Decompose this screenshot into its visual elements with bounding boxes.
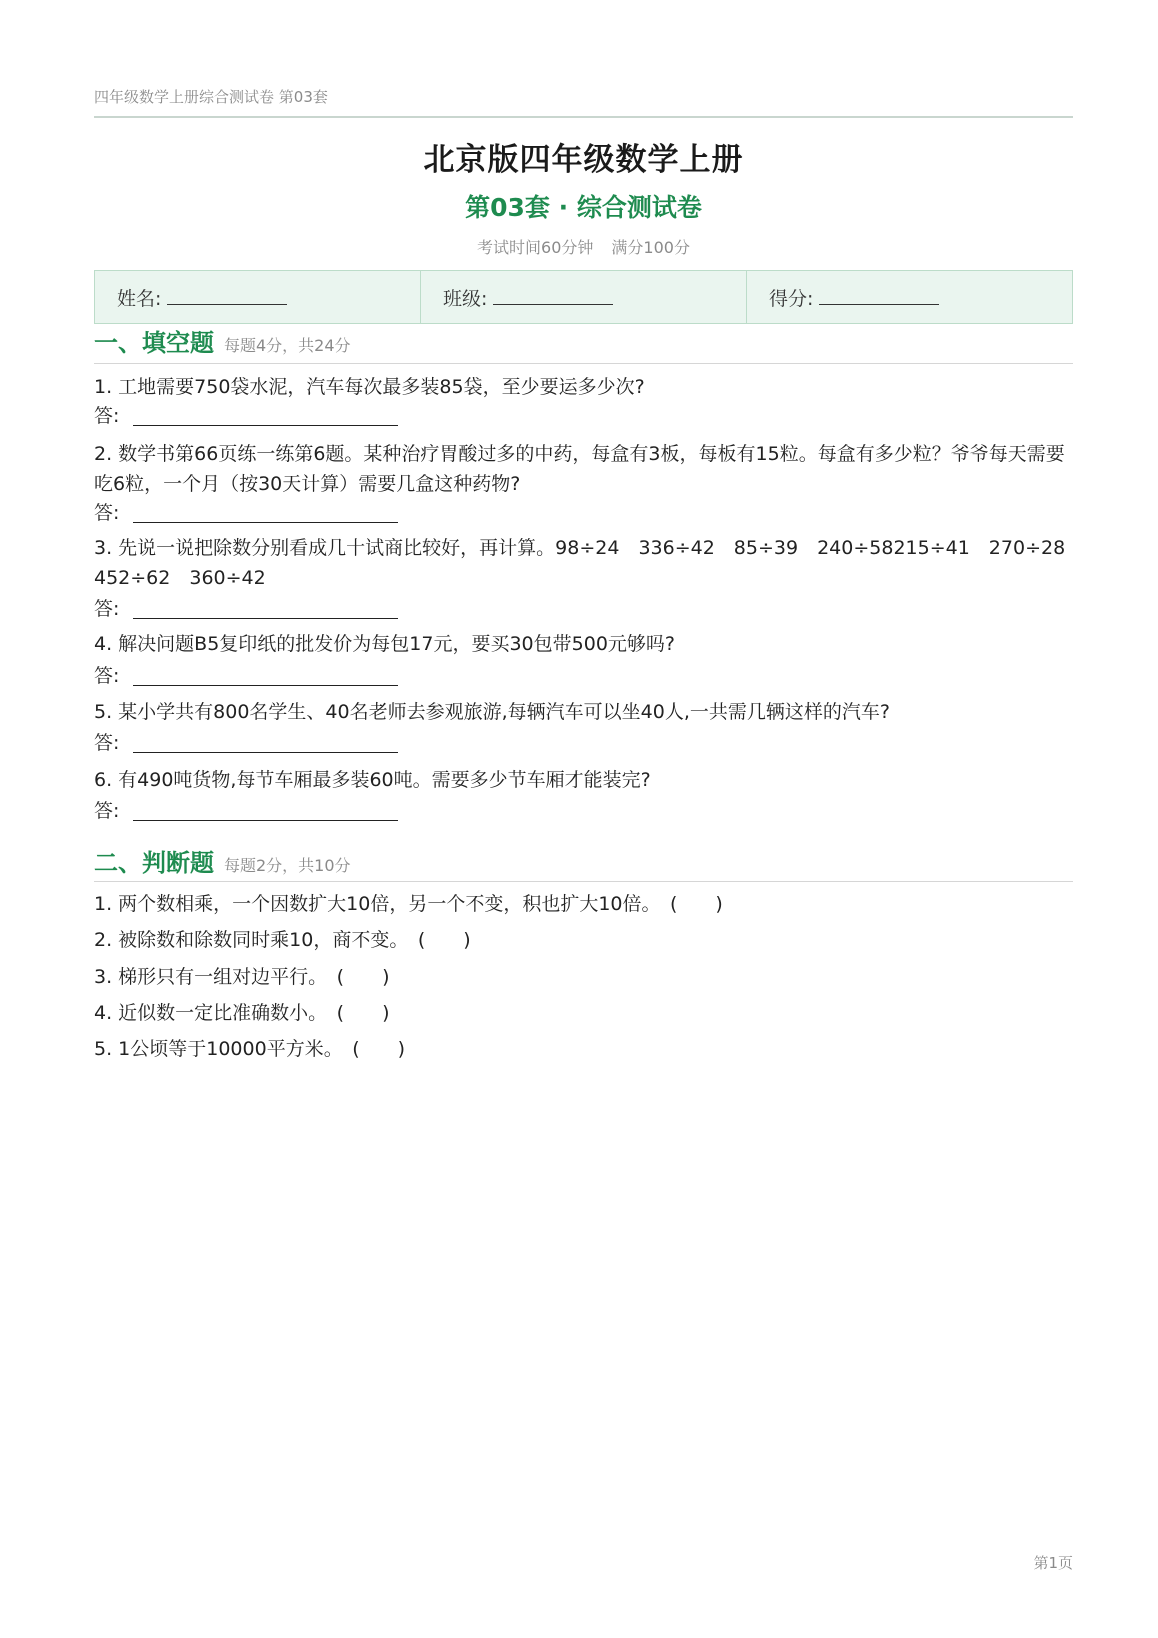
fill-question-6: 6. 有490吨货物,每节车厢最多装60吨。需要多少节车厢才能装完? — [94, 769, 651, 791]
section1-title: 一、填空题 — [94, 329, 214, 357]
fill-question-4: 4. 解决问题B5复印纸的批发价为每包17元，要买30包带500元够吗? — [94, 633, 675, 655]
section1-rule — [94, 363, 1073, 364]
name-field — [95, 271, 420, 323]
page-title: 北京版四年级数学上册 — [423, 142, 744, 178]
exam-full-score: 满分100分 — [611, 238, 690, 257]
judge-question-4: 4. 近似数一定比准确数小。 ( ) — [94, 1002, 390, 1024]
answer-label: 答: — [94, 800, 120, 822]
score-blank — [819, 304, 939, 305]
answer-blank — [133, 618, 398, 619]
exam-time: 考试时间60分钟 — [477, 238, 594, 257]
section1-heading — [94, 323, 1073, 358]
fill-question-2: 2. 数学书第66页练一练第6题。某种治疗胃酸过多的中药，每盒有3板，每板有15粒。每盒有多少粒？爷爷每天需要吃6粒，一个月（按30天计算）需要几盒这种药物? — [94, 443, 1065, 495]
score-field — [746, 271, 1072, 323]
answer-label: 答: — [94, 598, 120, 620]
answer-row-2 — [94, 498, 398, 525]
answer-label: 答: — [94, 665, 120, 687]
judge-question-1: 1. 两个数相乘，一个因数扩大10倍，另一个不变，积也扩大10倍。 ( ) — [94, 893, 723, 915]
judge-question-2: 2. 被除数和除数同时乘10，商不变。 ( ) — [94, 929, 471, 951]
name-blank — [167, 304, 287, 305]
running-header: 四年级数学上册综合测试卷 第03套 — [94, 88, 328, 106]
class-label: 班级: — [443, 287, 488, 310]
answer-blank — [133, 685, 398, 686]
answer-blank — [133, 752, 398, 753]
section2-note: 每题2分，共10分 — [224, 856, 351, 875]
answer-blank — [133, 522, 398, 523]
section1-note: 每题4分，共24分 — [224, 336, 351, 355]
fill-question-3: 3. 先说一说把除数分别看成几十试商比较好，再计算。98÷24 336÷42 85÷39 240÷58215÷41 270÷28 452÷62 360÷42 — [94, 537, 1066, 589]
page-subtitle: 第03套 · 综合测试卷 — [465, 193, 702, 222]
judge-question-5: 5. 1公顷等于10000平方米。 ( ) — [94, 1038, 406, 1060]
header-rule — [94, 116, 1073, 118]
section2-heading — [94, 843, 1073, 878]
score-label: 得分: — [769, 287, 814, 310]
section2-title: 二、判断题 — [94, 849, 214, 877]
answer-blank — [133, 425, 398, 426]
judge-question-3: 3. 梯形只有一组对边平行。 ( ) — [94, 966, 390, 988]
answer-label: 答: — [94, 502, 120, 524]
answer-row-5 — [94, 728, 398, 755]
answer-row-6 — [94, 796, 398, 823]
answer-label: 答: — [94, 732, 120, 754]
page-number: 第1页 — [1033, 1554, 1073, 1572]
fill-question-1: 1. 工地需要750袋水泥，汽车每次最多装85袋，至少要运多少次? — [94, 376, 645, 398]
class-field — [420, 271, 746, 323]
answer-label: 答: — [94, 405, 120, 427]
class-blank — [493, 304, 613, 305]
answer-row-4 — [94, 661, 398, 688]
answer-row-1 — [94, 401, 398, 428]
exam-meta — [94, 235, 1073, 258]
answer-row-3 — [94, 594, 398, 621]
answer-blank — [133, 820, 398, 821]
name-label: 姓名: — [117, 287, 162, 310]
section2-rule — [94, 881, 1073, 882]
student-info-box — [94, 270, 1073, 324]
fill-question-5: 5. 某小学共有800名学生、40名老师去参观旅游,每辆汽车可以坐40人,一共需几辆这样的汽车? — [94, 701, 890, 723]
